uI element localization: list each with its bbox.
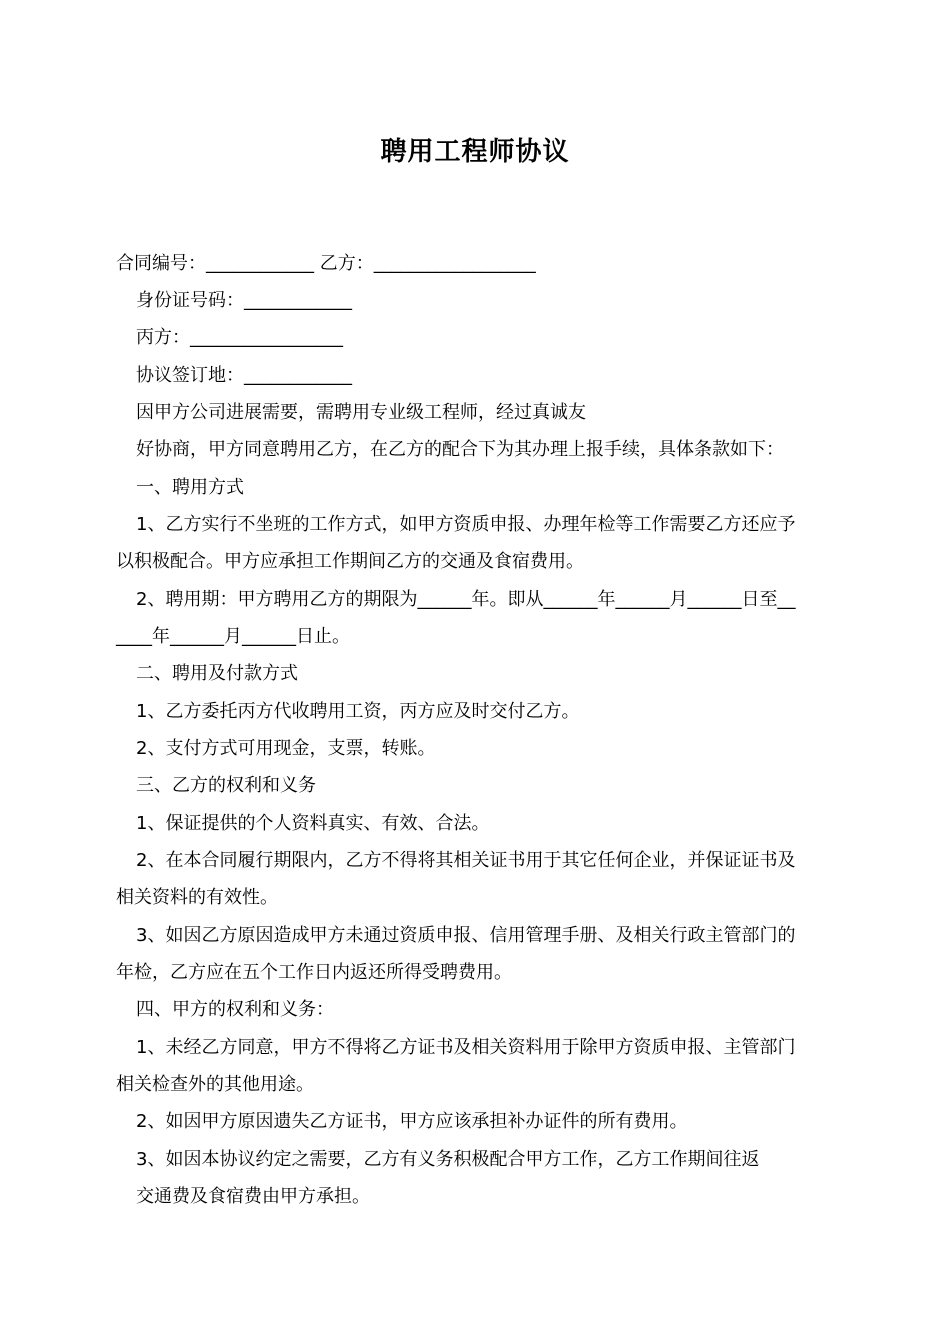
section-heading: 三、乙方的权利和义务 <box>136 775 316 796</box>
contract-number-and-party-b: 合同编号：____________ 乙方：__________________ <box>116 253 536 274</box>
document-title: 聘用工程师协议 <box>380 137 570 167</box>
paragraph-line: 1、乙方实行不坐班的工作方式，如甲方资质申报、办理年检等工作需要乙方还应予 <box>136 514 796 535</box>
signing-place-line: 协议签订地：____________ <box>136 365 352 386</box>
section-heading: 二、聘用及付款方式 <box>136 663 298 684</box>
paragraph-line: 交通费及食宿费由甲方承担。 <box>136 1186 370 1207</box>
paragraph-line: ____年______月______日止。 <box>116 626 350 647</box>
paragraph-line: 1、保证提供的个人资料真实、有效、合法。 <box>136 813 490 834</box>
paragraph-line: 相关检查外的其他用途。 <box>116 1074 314 1095</box>
paragraph-line: 以积极配合。甲方应承担工作期间乙方的交通及食宿费用。 <box>116 551 584 572</box>
paragraph-line: 相关资料的有效性。 <box>116 887 278 908</box>
paragraph-line: 因甲方公司进展需要，需聘用专业级工程师，经过真诚友 <box>136 402 586 423</box>
paragraph-line: 好协商，甲方同意聘用乙方，在乙方的配合下为其办理上报手续，具体条款如下： <box>136 439 784 460</box>
paragraph-line: 2、如因甲方原因遗失乙方证书，甲方应该承担补办证件的所有费用。 <box>136 1111 688 1132</box>
id-number-line: 身份证号码：____________ <box>136 290 352 311</box>
paragraph-line: 1、乙方委托丙方代收聘用工资，丙方应及时交付乙方。 <box>136 701 580 722</box>
paragraph-line: 2、聘用期：甲方聘用乙方的期限为______年。即从______年______月______日至__ <box>136 589 796 610</box>
party-c-line: 丙方：_________________ <box>136 327 343 348</box>
paragraph-line: 3、如因本协议约定之需要，乙方有义务积极配合甲方工作，乙方工作期间往返 <box>136 1149 760 1170</box>
section-heading: 一、聘用方式 <box>136 477 244 498</box>
section-heading: 四、甲方的权利和义务： <box>136 999 334 1020</box>
paragraph-line: 1、未经乙方同意，甲方不得将乙方证书及相关资料用于除甲方资质申报、主管部门 <box>136 1037 796 1058</box>
paragraph-line: 3、如因乙方原因造成甲方未通过资质申报、信用管理手册、及相关行政主管部门的 <box>136 925 796 946</box>
paragraph-line: 年检，乙方应在五个工作日内返还所得受聘费用。 <box>116 962 512 983</box>
paragraph-line: 2、支付方式可用现金，支票，转账。 <box>136 738 436 759</box>
paragraph-line: 2、在本合同履行期限内，乙方不得将其相关证书用于其它任何企业，并保证证书及 <box>136 850 796 871</box>
